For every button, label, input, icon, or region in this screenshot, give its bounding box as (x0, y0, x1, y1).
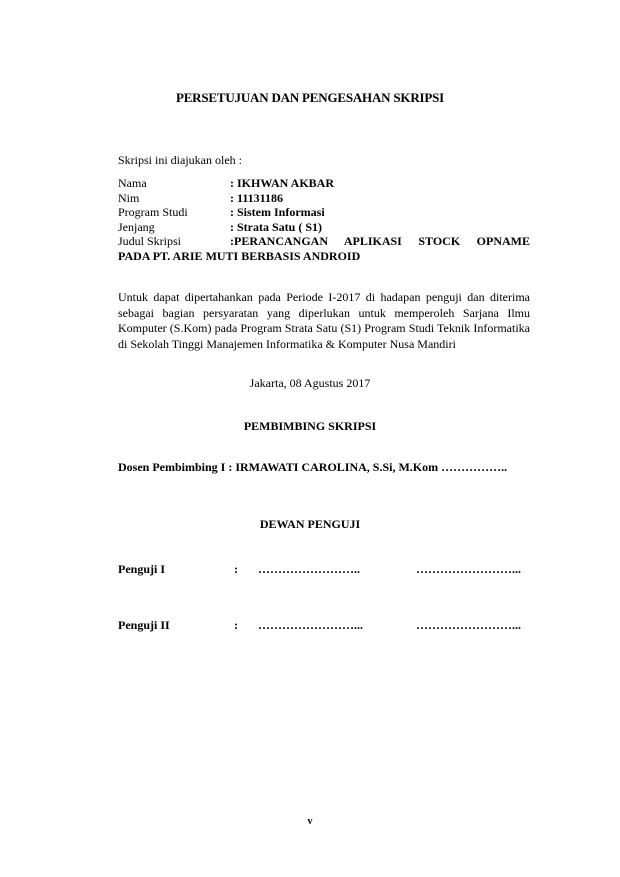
penguji-2-colon: : (234, 618, 238, 632)
penguji-row-2 (118, 618, 538, 634)
prodi-label: Program Studi (118, 205, 188, 219)
penguji-row-1 (118, 562, 538, 578)
penguji-2-signature-line: ……………………... (258, 618, 363, 632)
student-info (118, 176, 530, 263)
penguji-1-date-line: ……………………... (416, 562, 521, 576)
penguji-1-signature-line: …………………….. (258, 562, 360, 576)
info-row-jenjang (118, 220, 530, 235)
page-number: v (307, 816, 313, 827)
info-row-prodi (118, 205, 530, 220)
dosen-pembimbing-line: Dosen Pembimbing I : IRMAWATI CAROLINA, S.Si, M.Kom …………….. (118, 460, 508, 474)
intro-text: Skripsi ini diajukan oleh : (118, 153, 242, 167)
judul-value-line1: :PERANCANGAN APLIKASI STOCK OPNAME (230, 234, 530, 248)
penguji-1-colon: : (234, 562, 238, 576)
penguji-2-label: Penguji II (118, 618, 170, 632)
nim-value: : 11131186 (230, 190, 284, 205)
jenjang-label: Jenjang (118, 219, 155, 234)
dewan-penguji-heading: DEWAN PENGUJI (259, 517, 361, 531)
info-row-nim (118, 191, 530, 206)
nama-value: : IKHWAN AKBAR (230, 176, 335, 190)
judul-label: Judul Skripsi (118, 234, 182, 248)
info-row-nama (118, 176, 530, 191)
penguji-1-label: Penguji I (118, 562, 166, 576)
pembimbing-heading: PEMBIMBING SKRIPSI (243, 419, 377, 433)
document-title: PERSETUJUAN DAN PENGESAHAN SKRIPSI (175, 90, 445, 105)
judul-value-line2: PADA PT. ARIE MUTI BERBASIS ANDROID (118, 248, 361, 263)
jenjang-value: : Strata Satu ( S1) (230, 219, 322, 234)
approval-paragraph: Untuk dapat dipertahankan pada Periode I-2017 di hadapan penguji dan diterima sebagai bagian persyaratan yang diperlukan untuk memperoleh Sarjana Ilmu Komputer (S.Kom) pada Program Strata Satu (S1) Program Studi Teknik Informatika di Sekolah Tinggi Manajemen Informatika & Komputer Nusa Mandiri (118, 290, 530, 351)
nim-label: Nim (118, 190, 140, 205)
nama-label: Nama (118, 176, 147, 190)
prodi-value: : Sistem Informasi (230, 205, 325, 219)
penguji-2-date-line: ……………………... (416, 618, 521, 632)
info-row-judul (118, 234, 530, 249)
document-date: Jakarta, 08 Agustus 2017 (249, 376, 371, 390)
